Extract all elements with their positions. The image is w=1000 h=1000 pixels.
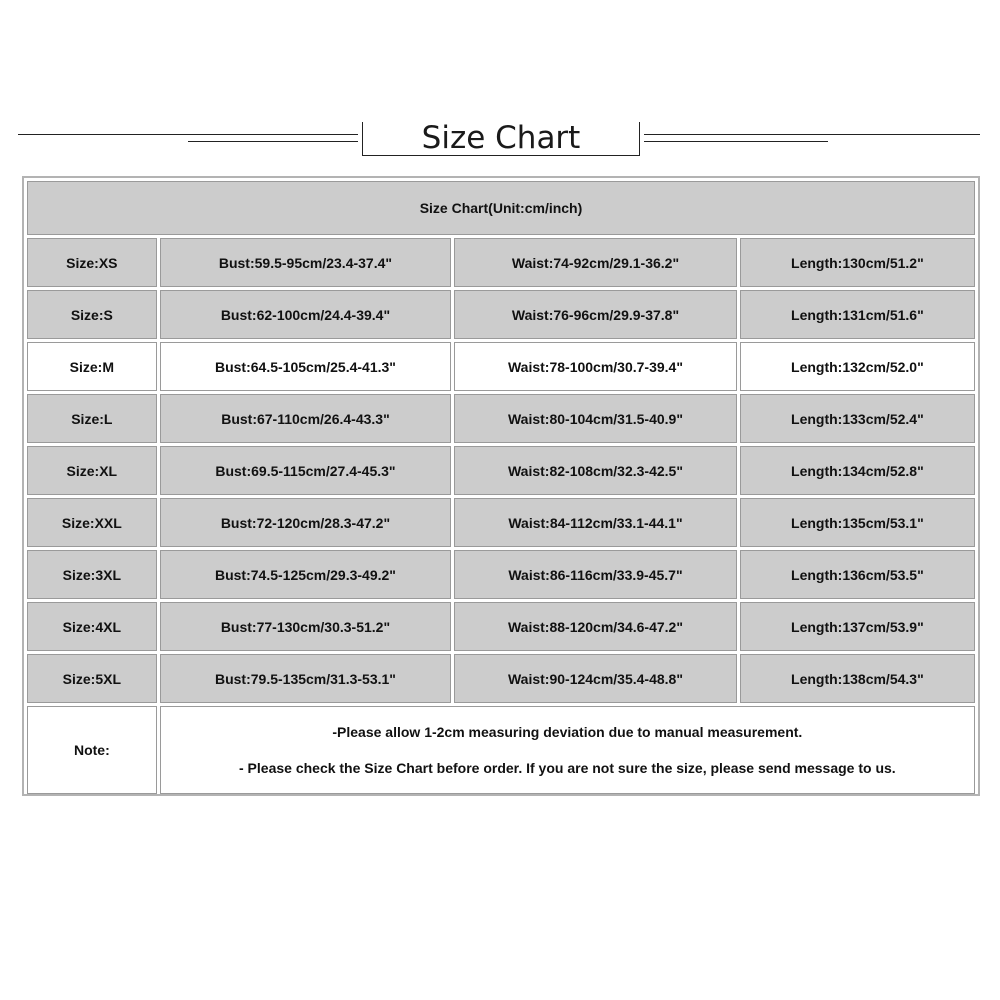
length-cell: Length:136cm/53.5" [740, 550, 975, 599]
length-cell: Length:137cm/53.9" [740, 602, 975, 651]
bust-cell: Bust:69.5-115cm/27.4-45.3" [160, 446, 452, 495]
table-row [27, 238, 975, 287]
waist-cell: Waist:74-92cm/29.1-36.2" [454, 238, 737, 287]
table-row [27, 602, 975, 651]
table-row [27, 498, 975, 547]
table-row [27, 342, 975, 391]
page-title: Size Chart [421, 120, 581, 156]
header-line-left-long [18, 134, 358, 135]
bust-cell: Bust:64.5-105cm/25.4-41.3" [160, 342, 452, 391]
header-line-left-short [188, 141, 358, 142]
size-cell: Size:M [27, 342, 157, 391]
note-text [160, 706, 975, 794]
bust-cell: Bust:77-130cm/30.3-51.2" [160, 602, 452, 651]
table-header: Size Chart(Unit:cm/inch) [27, 181, 975, 235]
table-row [27, 550, 975, 599]
size-cell: Size:5XL [27, 654, 157, 703]
waist-cell: Waist:78-100cm/30.7-39.4" [454, 342, 737, 391]
size-cell: Size:S [27, 290, 157, 339]
size-table [24, 178, 978, 797]
header-line-right-long [644, 134, 980, 135]
length-cell: Length:133cm/52.4" [740, 394, 975, 443]
waist-cell: Waist:84-112cm/33.1-44.1" [454, 498, 737, 547]
size-chart-table [22, 176, 980, 796]
table-header-row [27, 181, 975, 235]
length-cell: Length:132cm/52.0" [740, 342, 975, 391]
waist-cell: Waist:90-124cm/35.4-48.8" [454, 654, 737, 703]
size-cell: Size:3XL [27, 550, 157, 599]
note-row [27, 706, 975, 794]
length-cell: Length:131cm/51.6" [740, 290, 975, 339]
length-cell: Length:135cm/53.1" [740, 498, 975, 547]
bust-cell: Bust:72-120cm/28.3-47.2" [160, 498, 452, 547]
length-cell: Length:138cm/54.3" [740, 654, 975, 703]
bust-cell: Bust:67-110cm/26.4-43.3" [160, 394, 452, 443]
header-line-right-short [644, 141, 828, 142]
bust-cell: Bust:74.5-125cm/29.3-49.2" [160, 550, 452, 599]
size-cell: Size:4XL [27, 602, 157, 651]
note-label: Note: [27, 706, 157, 794]
waist-cell: Waist:80-104cm/31.5-40.9" [454, 394, 737, 443]
waist-cell: Waist:82-108cm/32.3-42.5" [454, 446, 737, 495]
size-cell: Size:XXL [27, 498, 157, 547]
note-line: - Please check the Size Chart before order. If you are not sure the size, please send message to us. [239, 760, 896, 776]
note-line: -Please allow 1-2cm measuring deviation due to manual measurement. [332, 724, 803, 740]
size-cell: Size:XL [27, 446, 157, 495]
waist-cell: Waist:86-116cm/33.9-45.7" [454, 550, 737, 599]
length-cell: Length:134cm/52.8" [740, 446, 975, 495]
waist-cell: Waist:76-96cm/29.9-37.8" [454, 290, 737, 339]
bust-cell: Bust:79.5-135cm/31.3-53.1" [160, 654, 452, 703]
table-row [27, 446, 975, 495]
length-cell: Length:130cm/51.2" [740, 238, 975, 287]
table-row [27, 654, 975, 703]
waist-cell: Waist:88-120cm/34.6-47.2" [454, 602, 737, 651]
size-cell: Size:XS [27, 238, 157, 287]
table-row [27, 290, 975, 339]
size-cell: Size:L [27, 394, 157, 443]
bust-cell: Bust:59.5-95cm/23.4-37.4" [160, 238, 452, 287]
bust-cell: Bust:62-100cm/24.4-39.4" [160, 290, 452, 339]
table-row [27, 394, 975, 443]
